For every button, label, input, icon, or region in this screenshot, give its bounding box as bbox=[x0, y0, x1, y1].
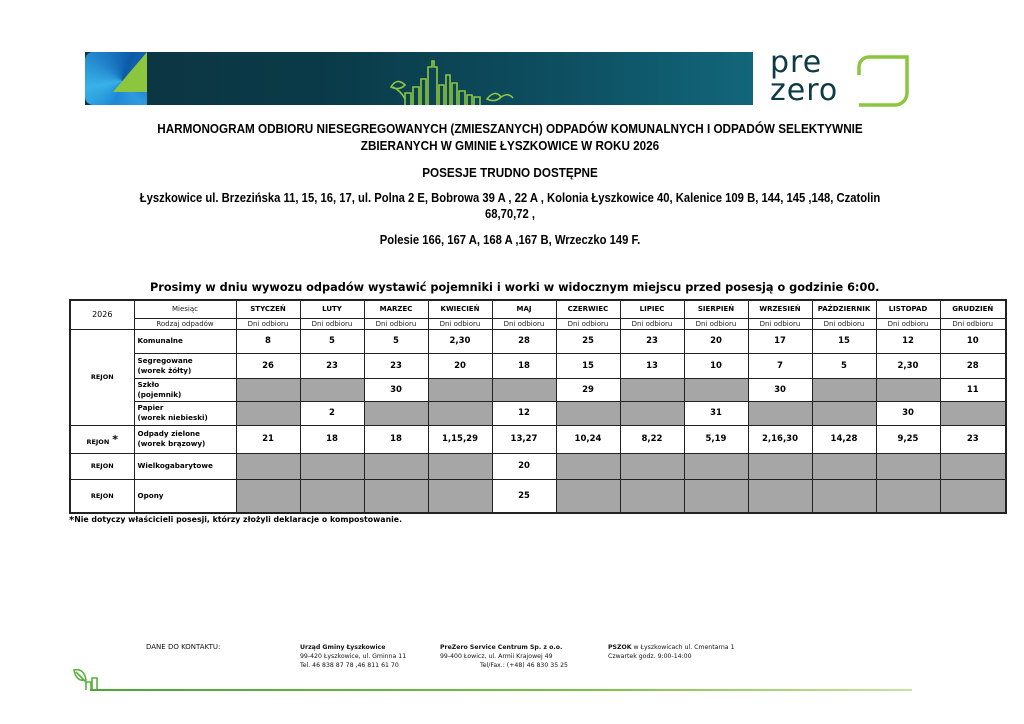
sub-header: Dni odbioru bbox=[876, 318, 940, 329]
collection-day-cell: 15 bbox=[556, 353, 620, 378]
month-header: LIPIEC bbox=[620, 300, 684, 318]
waste-type-cell bbox=[134, 425, 236, 453]
collection-day-cell: 18 bbox=[300, 425, 364, 453]
collection-day-cell: 2,16,30 bbox=[748, 425, 812, 453]
table-row bbox=[70, 479, 1006, 513]
no-collection-cell bbox=[812, 401, 876, 425]
collection-day-cell: 23 bbox=[364, 353, 428, 378]
contact-prezero bbox=[440, 643, 568, 670]
contact-urzad bbox=[300, 643, 406, 670]
waste-type-cell bbox=[134, 353, 236, 378]
month-header: WRZESIEŃ bbox=[748, 300, 812, 318]
table-row bbox=[70, 378, 1006, 401]
month-header: CZERWIEC bbox=[556, 300, 620, 318]
collection-day-cell: 29 bbox=[556, 378, 620, 401]
collection-day-cell: 20 bbox=[684, 329, 748, 353]
no-collection-cell bbox=[876, 479, 940, 513]
collection-day-cell: 23 bbox=[300, 353, 364, 378]
collection-day-cell: 12 bbox=[492, 401, 556, 425]
collection-day-cell: 10,24 bbox=[556, 425, 620, 453]
logo-text-pre: pre bbox=[770, 45, 823, 80]
collection-day-cell: 26 bbox=[236, 353, 300, 378]
collection-day-cell: 28 bbox=[940, 353, 1006, 378]
rejon-label: REJON bbox=[90, 462, 114, 470]
urzad-address: 99-420 Łyszkowice, ul. Gminna 11 bbox=[300, 653, 407, 660]
no-collection-cell bbox=[428, 479, 492, 513]
collection-day-cell: 5 bbox=[300, 329, 364, 353]
sub-header: Dni odbioru bbox=[684, 318, 748, 329]
collection-day-cell: 12 bbox=[876, 329, 940, 353]
month-header: GRUDZIEŃ bbox=[940, 300, 1006, 318]
year-cell: 2026 bbox=[70, 300, 134, 329]
logo-text-zero: zero bbox=[770, 73, 839, 108]
waste-type-name: Odpady zielone bbox=[137, 429, 200, 438]
collection-day-cell: 30 bbox=[876, 401, 940, 425]
collection-day-cell: 20 bbox=[428, 353, 492, 378]
no-collection-cell bbox=[620, 378, 684, 401]
sub-header: Dni odbioru bbox=[236, 318, 300, 329]
prezero-phone: Tel/Fax.: (+48) 46 830 35 25 bbox=[480, 662, 568, 669]
table-row bbox=[70, 453, 1006, 479]
collection-day-cell: 21 bbox=[236, 425, 300, 453]
no-collection-cell bbox=[620, 453, 684, 479]
asterisk-marker: * bbox=[112, 432, 119, 446]
urzad-phone: Tel. 46 838 87 78 ,46 811 61 70 bbox=[300, 662, 399, 669]
collection-day-cell: 5 bbox=[364, 329, 428, 353]
sub-header: Dni odbioru bbox=[364, 318, 428, 329]
footer-divider bbox=[90, 689, 912, 691]
no-collection-cell bbox=[236, 401, 300, 425]
month-header: SIERPIEŃ bbox=[684, 300, 748, 318]
type-label-cell: Rodzaj odpadów bbox=[134, 318, 236, 329]
pszok-hours: Czwartek godz. 9:00-14:00 bbox=[608, 653, 692, 660]
no-collection-cell bbox=[940, 401, 1006, 425]
waste-type-cell bbox=[134, 453, 236, 479]
collection-schedule-table bbox=[69, 299, 1007, 514]
table-row bbox=[70, 425, 1006, 453]
table-row bbox=[70, 329, 1006, 353]
table-row bbox=[70, 401, 1006, 425]
no-collection-cell bbox=[300, 479, 364, 513]
month-header: LISTOPAD bbox=[876, 300, 940, 318]
rejon-label: REJON bbox=[90, 491, 114, 500]
collection-day-cell: 1,15,29 bbox=[428, 425, 492, 453]
no-collection-cell bbox=[876, 453, 940, 479]
sub-header: Dni odbioru bbox=[620, 318, 684, 329]
collection-day-cell: 20 bbox=[492, 453, 556, 479]
no-collection-cell bbox=[876, 378, 940, 401]
waste-type-cell bbox=[134, 378, 236, 401]
city-skyline-icon bbox=[387, 57, 527, 105]
no-collection-cell bbox=[684, 479, 748, 513]
collection-day-cell: 8 bbox=[236, 329, 300, 353]
rejon-label: REJON bbox=[86, 437, 110, 446]
collection-day-cell: 14,28 bbox=[812, 425, 876, 453]
waste-type-name: Segregowane bbox=[137, 355, 193, 365]
no-collection-cell bbox=[748, 401, 812, 425]
collection-day-cell: 11 bbox=[940, 378, 1006, 401]
rejon-cell bbox=[70, 479, 134, 513]
month-header: STYCZEŃ bbox=[236, 300, 300, 318]
banner-green-triangle bbox=[113, 52, 147, 92]
header-row-sub bbox=[70, 318, 1006, 329]
collection-day-cell: 2,30 bbox=[876, 353, 940, 378]
prezero-logo bbox=[770, 45, 915, 110]
logo-frame-icon bbox=[855, 53, 913, 109]
sub-header: Dni odbioru bbox=[428, 318, 492, 329]
collection-day-cell: 5 bbox=[812, 353, 876, 378]
no-collection-cell bbox=[300, 378, 364, 401]
waste-type-name: Szkło bbox=[137, 379, 160, 389]
collection-day-cell: 15 bbox=[812, 329, 876, 353]
waste-type-cell bbox=[134, 401, 236, 425]
collection-day-cell: 25 bbox=[492, 479, 556, 513]
no-collection-cell bbox=[940, 479, 1006, 513]
collection-day-cell: 30 bbox=[748, 378, 812, 401]
collection-day-cell: 2,30 bbox=[428, 329, 492, 353]
no-collection-cell bbox=[236, 479, 300, 513]
collection-day-cell: 17 bbox=[748, 329, 812, 353]
waste-type-container: (worek brązowy) bbox=[137, 439, 206, 448]
no-collection-cell bbox=[556, 479, 620, 513]
document-subtitle: POSESJE TRUDNO DOSTĘPNE bbox=[422, 165, 598, 180]
no-collection-cell bbox=[556, 453, 620, 479]
waste-type-cell bbox=[134, 329, 236, 353]
contact-pszok bbox=[608, 643, 734, 661]
no-collection-cell bbox=[620, 401, 684, 425]
month-header: LUTY bbox=[300, 300, 364, 318]
no-collection-cell bbox=[748, 453, 812, 479]
waste-type-name: Opony bbox=[137, 490, 164, 500]
collection-day-cell: 2 bbox=[300, 401, 364, 425]
prezero-address: 99-400 Łowicz, ul. Armii Krajowej 49 bbox=[440, 653, 553, 660]
pszok-name: PSZOK bbox=[608, 644, 632, 651]
address-list-1 bbox=[105, 190, 915, 222]
waste-type-name: Papier bbox=[137, 403, 164, 412]
waste-type-container: (pojemnik) bbox=[137, 389, 182, 399]
header-banner bbox=[85, 52, 753, 105]
month-header: MARZEC bbox=[364, 300, 428, 318]
document-title bbox=[105, 120, 915, 154]
collection-day-cell: 5,19 bbox=[684, 425, 748, 453]
no-collection-cell bbox=[236, 453, 300, 479]
no-collection-cell bbox=[684, 453, 748, 479]
collection-day-cell: 23 bbox=[620, 329, 684, 353]
no-collection-cell bbox=[364, 453, 428, 479]
collection-day-cell: 7 bbox=[748, 353, 812, 378]
sub-header: Dni odbioru bbox=[556, 318, 620, 329]
sub-header: Dni odbioru bbox=[492, 318, 556, 329]
no-collection-cell bbox=[684, 378, 748, 401]
prezero-name: PreZero Service Centrum Sp. z o.o. bbox=[440, 644, 563, 651]
no-collection-cell bbox=[620, 479, 684, 513]
pszok-address: w Łyszkowicach ul. Cmentarna 1 bbox=[631, 644, 735, 651]
title-line-2: ZBIERANYCH W GMINIE ŁYSZKOWICE W ROKU 2026 bbox=[360, 138, 660, 153]
rejon-cell: REJON bbox=[70, 329, 134, 425]
collection-day-cell: 13 bbox=[620, 353, 684, 378]
address-line-1b: 68,70,72 , bbox=[484, 207, 536, 221]
no-collection-cell bbox=[428, 401, 492, 425]
collection-day-cell: 13,27 bbox=[492, 425, 556, 453]
table-row bbox=[70, 353, 1006, 378]
collection-day-cell: 10 bbox=[684, 353, 748, 378]
collection-day-cell: 25 bbox=[556, 329, 620, 353]
waste-type-name: Komunalne bbox=[137, 336, 183, 345]
header-row-months bbox=[70, 300, 1006, 318]
title-line-1: HARMONOGRAM ODBIORU NIESEGREGOWANYCH (ZMIESZANYCH) ODPADÓW KOMUNALNYCH I ODPADÓW SELEKTYWNIE bbox=[157, 121, 863, 136]
collection-day-cell: 31 bbox=[684, 401, 748, 425]
sub-header: Dni odbioru bbox=[940, 318, 1006, 329]
collection-day-cell: 28 bbox=[492, 329, 556, 353]
urzad-name: Urząd Gminy Łyszkowice bbox=[300, 644, 386, 651]
sub-header: Dni odbioru bbox=[812, 318, 876, 329]
no-collection-cell bbox=[364, 401, 428, 425]
collection-day-cell: 30 bbox=[364, 378, 428, 401]
address-list-2: Polesie 166, 167 A, 168 A ,167 B, Wrzeczko 149 F. bbox=[379, 233, 641, 247]
no-collection-cell bbox=[748, 479, 812, 513]
collection-day-cell: 10 bbox=[940, 329, 1006, 353]
no-collection-cell bbox=[428, 378, 492, 401]
sub-header: Dni odbioru bbox=[300, 318, 364, 329]
no-collection-cell bbox=[300, 453, 364, 479]
month-header: PAŹDZIERNIK bbox=[812, 300, 876, 318]
waste-type-cell bbox=[134, 479, 236, 513]
no-collection-cell bbox=[428, 453, 492, 479]
no-collection-cell bbox=[940, 453, 1006, 479]
no-collection-cell bbox=[556, 401, 620, 425]
no-collection-cell bbox=[236, 378, 300, 401]
footnote bbox=[69, 515, 402, 526]
rejon-cell bbox=[70, 425, 134, 453]
footnote-star: * bbox=[69, 515, 75, 526]
month-header: MAJ bbox=[492, 300, 556, 318]
no-collection-cell bbox=[812, 453, 876, 479]
waste-type-container: (worek żółty) bbox=[137, 365, 192, 375]
sub-header: Dni odbioru bbox=[748, 318, 812, 329]
address-line-1: Łyszkowice ul. Brzezińska 11, 15, 16, 17, ul. Polna 2 E, Bobrowa 39 A , 22 A , Kolonia Łyszkowice 40, Kalenice 109 B, 144, 145 ,148, Czatolin bbox=[139, 191, 881, 205]
collection-day-cell: 9,25 bbox=[876, 425, 940, 453]
waste-type-name: Wielkogabarytowe bbox=[137, 461, 213, 470]
no-collection-cell bbox=[492, 378, 556, 401]
collection-day-cell: 18 bbox=[492, 353, 556, 378]
month-header: KWIECIEŃ bbox=[428, 300, 492, 318]
waste-type-container: (worek niebieski) bbox=[137, 413, 208, 422]
collection-day-cell: 8,22 bbox=[620, 425, 684, 453]
month-label-cell: Miesiąc bbox=[134, 300, 236, 318]
footnote-text: Nie dotyczy właścicieli posesji, którzy złożyli deklaracje o kompostowanie. bbox=[74, 515, 403, 524]
collection-notice: Prosimy w dniu wywozu odpadów wystawić pojemniki i worki w widocznym miejscu przed posesją o godzinie 6:00. bbox=[150, 281, 880, 294]
no-collection-cell bbox=[364, 479, 428, 513]
contact-label: DANE DO KONTAKTU: bbox=[146, 643, 221, 651]
collection-day-cell: 18 bbox=[364, 425, 428, 453]
collection-day-cell: 23 bbox=[940, 425, 1006, 453]
no-collection-cell bbox=[812, 479, 876, 513]
no-collection-cell bbox=[812, 378, 876, 401]
rejon-cell bbox=[70, 453, 134, 479]
